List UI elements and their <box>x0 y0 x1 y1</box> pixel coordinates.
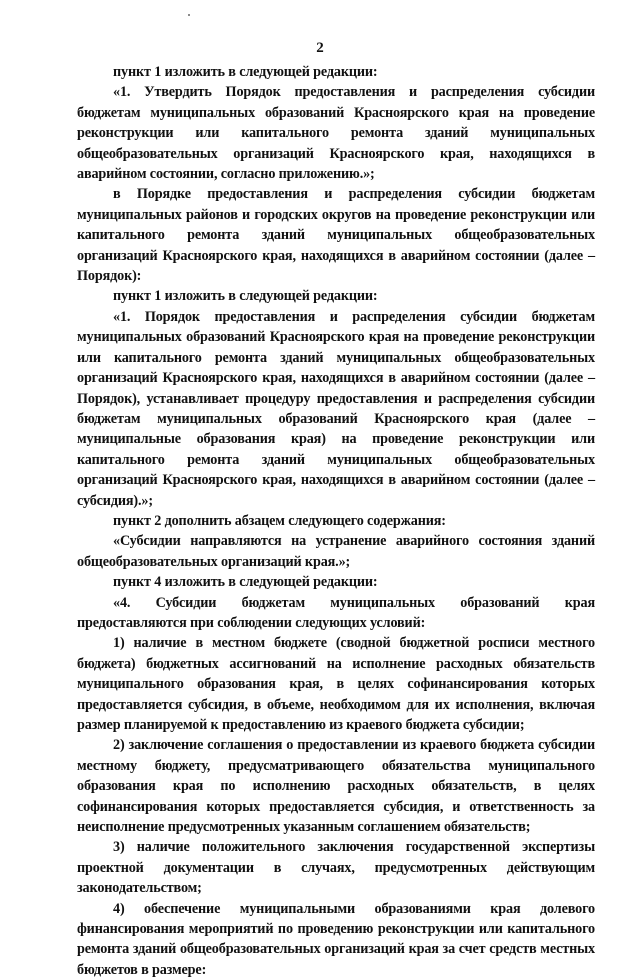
paragraph-2: «1. Утвердить Порядок предоставления и распределения субсидии бюджетам муниципальных образований Красноярского края на проведение реконструкции или капитального ремонта зданий муниципальных общеобразовательных организаций Красноярского края, находящихся в аварийном состоянии, согласно приложению.»; <box>77 84 595 183</box>
document-body <box>77 62 595 980</box>
paragraph-6: пункт 2 дополнить абзацем следующего содержания: <box>113 512 446 529</box>
paragraph-3: в Порядке предоставления и распределения субсидии бюджетам муниципальных районов и городских округов на проведение реконструкции или капитального ремонта зданий муниципальных общеобразовательных организаций Красноярского края, находящихся в аварийном состоянии (далее – Порядок): <box>77 186 595 285</box>
paragraph-11: 2) заключение соглашения о предоставлении из краевого бюджета субсидии местному бюджету, предусматривающего обязательства муниципального образования края по исполнению расходных обязательств, в целях софинансирования которых предоставляется субсидия, и ответственность за неисполнение предусмотренных указанным соглашением обязательств; <box>77 737 595 836</box>
paragraph-9: «4. Субсидии бюджетам муниципальных образований края предоставляются при соблюдении следующих условий: <box>77 594 595 631</box>
paragraph-13: 4) обеспечение муниципальными образованиями края долевого финансирования мероприятий по проведению реконструкции или капитального ремонта зданий общеобразовательных организаций края за счет средств местных бюджетов в размере: <box>77 900 595 978</box>
paragraph-4: пункт 1 изложить в следующей редакции: <box>113 288 378 305</box>
page-number: 2 <box>316 40 324 56</box>
scan-speck <box>188 14 190 16</box>
paragraph-12: 3) наличие положительного заключения государственной экспертизы проектной документации в случаях, предусмотренных действующим законодательством; <box>77 839 595 897</box>
paragraph-10: 1) наличие в местном бюджете (сводной бюджетной росписи местного бюджета) бюджетных ассигнований на исполнение расходных обязательств муниципального образования края, в целях софинансирования которых предоставляется субсидия, в объеме, необходимом для их исполнения, включая размер планируемой к предоставлению из краевого бюджета субсидии; <box>77 635 595 733</box>
paragraph-1: пункт 1 изложить в следующей редакции: <box>113 64 378 80</box>
paragraph-5: «1. Порядок предоставления и распределения субсидии бюджетам муниципальных образований Красноярского края на проведение реконструкции или капитального ремонта зданий муниципальных общеобразовательных организаций Красноярского края, находящихся в аварийном состоянии (далее – Порядок), устанавливает процедуру предоставления и распределения субсидии бюджетам муниципальных образований Красноярского края (далее – муниципальные образования края) на проведение реконструкции или капитального ремонта зданий муниципальных общеобразовательных организаций Красноярского края, находящихся в аварийном состоянии (далее – субсидия).»; <box>77 308 595 509</box>
paragraph-7: «Субсидии направляются на устранение аварийного состояния зданий общеобразовательных организаций края.»; <box>77 533 595 570</box>
paragraph-8: пункт 4 изложить в следующей редакции: <box>113 574 378 591</box>
